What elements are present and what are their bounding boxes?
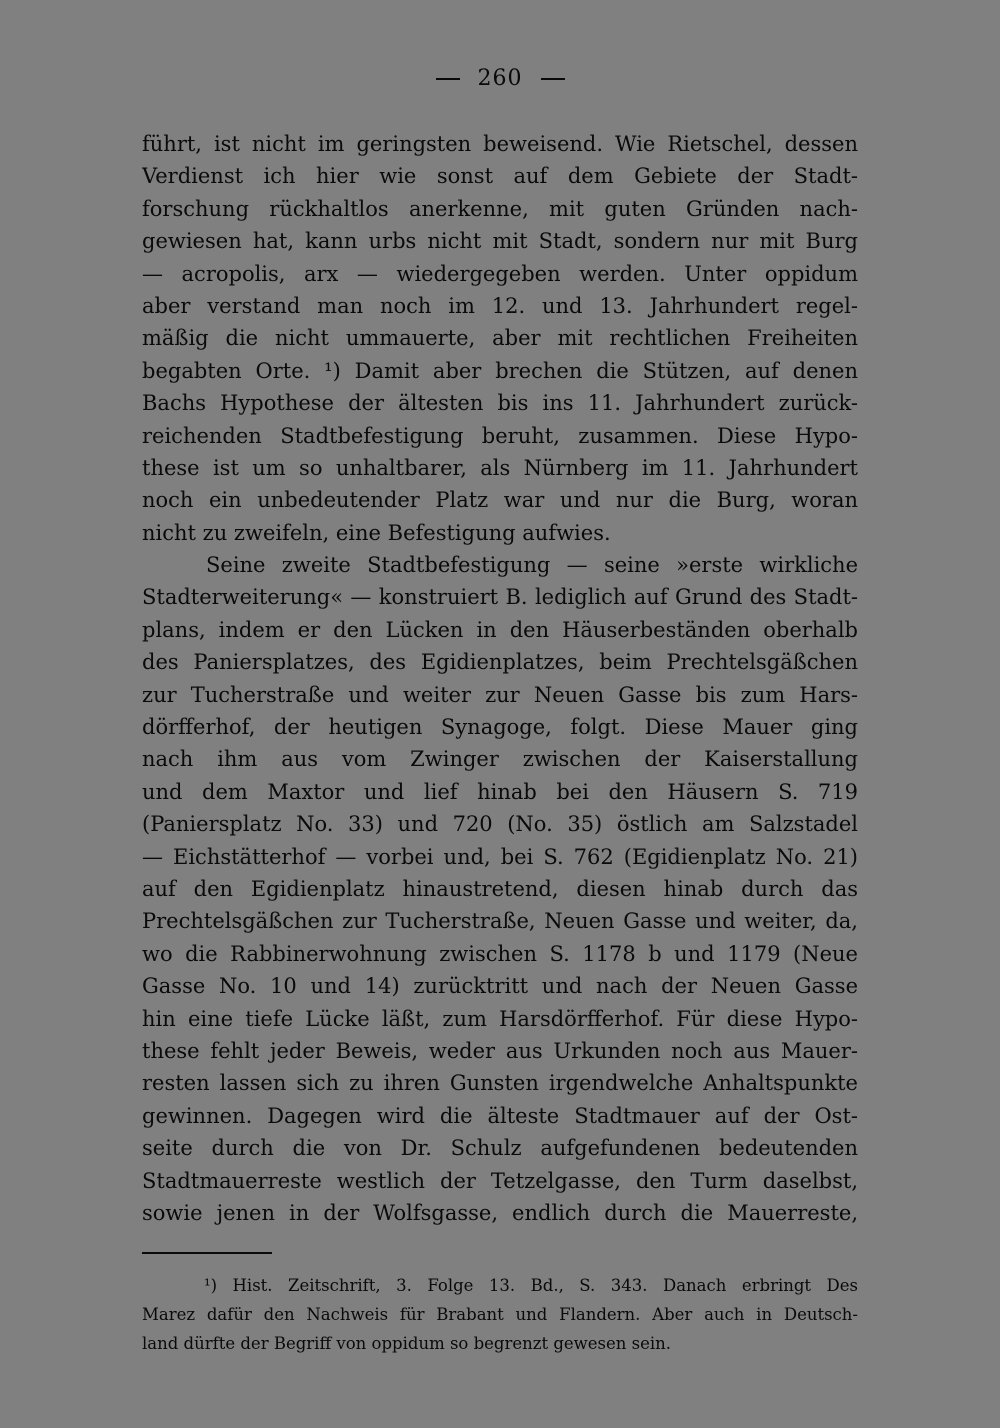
text-line: begabten Orte. ¹) Damit aber brechen die Stützen, auf denen <box>142 358 858 383</box>
text-line: zur Tucherstraße und weiter zur Neuen Gasse bis zum Hars- <box>142 682 858 707</box>
text-line: Verdienst ich hier wie sonst auf dem Gebiete der Stadt- <box>142 164 858 189</box>
text-line: hin eine tiefe Lücke läßt, zum Harsdörfferhof. Für diese Hypo- <box>142 1006 858 1031</box>
page-number: 260 <box>477 66 523 91</box>
text-line: forschung rückhaltlos anerkenne, mit guten Gründen nach- <box>142 196 858 221</box>
text-line: mäßig die nicht ummauerte, aber mit rechtlichen Freiheiten <box>142 326 858 351</box>
text-line: seite durch die von Dr. Schulz aufgefundenen bedeutenden <box>142 1136 858 1161</box>
text-line: aber verstand man noch im 12. und 13. Jahrhundert regel- <box>142 293 858 318</box>
text-line: Stadterweiterung« — konstruiert B. lediglich auf Grund des Stadt- <box>142 585 858 610</box>
footnote-line: land dürfte der Begriff von oppidum so begrenzt gewesen sein. <box>142 1334 672 1353</box>
text-line: gewinnen. Dagegen wird die älteste Stadtmauer auf der Ost- <box>142 1103 858 1128</box>
text-line: Stadtmauerreste westlich der Tetzelgasse, den Turm daselbst, <box>142 1168 858 1193</box>
text-line: — Eichstätterhof — vorbei und, bei S. 762 (Egidienplatz No. 21) <box>142 844 858 869</box>
text-line: wo die Rabbinerwohnung zwischen S. 1178 b und 1179 (Neue <box>142 941 858 966</box>
text-line: dörfferhof, der heutigen Synagoge, folgt. Diese Mauer ging <box>142 715 858 740</box>
text-line: — acropolis, arx — wiedergegeben werden. Unter oppidum <box>142 261 858 286</box>
text-line: Prechtelsgäßchen zur Tucherstraße, Neuen Gasse und weiter, da, <box>142 909 858 934</box>
text-line: plans, indem er den Lücken in den Häuserbeständen oberhalb <box>142 617 858 642</box>
footnote-line: Marez dafür den Nachweis für Brabant und Flandern. Aber auch in Deutsch- <box>142 1305 858 1324</box>
text-line: führt, ist nicht im geringsten beweisend. Wie Rietschel, dessen <box>142 132 858 156</box>
text-line: noch ein unbedeutender Platz war und nur die Burg, woran <box>142 488 858 513</box>
text-line: auf den Egidienplatz hinaustretend, diesen hinab durch das <box>142 876 858 901</box>
text-line: Bachs Hypothese der ältesten bis ins 11. Jahrhundert zurück- <box>142 391 858 416</box>
text-line: these fehlt jeder Beweis, weder aus Urkunden noch aus Mauer- <box>142 1038 858 1063</box>
footnote-rule <box>142 1252 272 1254</box>
text-line: des Paniersplatzes, des Egidienplatzes, beim Prechtelsgäßchen <box>142 650 858 675</box>
text-line: sowie jenen in der Wolfsgasse, endlich durch die Mauerreste, <box>142 1200 858 1225</box>
header-dash-left <box>436 78 460 80</box>
body-text <box>142 128 858 1229</box>
text-line: reichenden Stadtbefestigung beruht, zusammen. Diese Hypo- <box>142 423 858 448</box>
header-dash-right <box>541 78 565 80</box>
text-line: und dem Maxtor und lief hinab bei den Häusern S. 719 <box>142 779 858 804</box>
text-line: Seine zweite Stadtbefestigung — seine »erste wirkliche <box>206 553 858 578</box>
text-line: (Paniersplatz No. 33) und 720 (No. 35) östlich am Salzstadel <box>142 812 858 837</box>
text-line: gewiesen hat, kann urbs nicht mit Stadt, sondern nur mit Burg <box>142 229 858 254</box>
footnotes <box>142 1271 858 1358</box>
text-line: nicht zu zweifeln, eine Befestigung aufwies. <box>142 520 611 545</box>
page-header <box>0 66 1000 91</box>
footnote-line: ¹) Hist. Zeitschrift, 3. Folge 13. Bd., S. 343. Danach erbringt Des <box>204 1276 858 1295</box>
text-line: these ist um so unhaltbarer, als Nürnberg im 11. Jahrhundert <box>142 455 858 480</box>
text-line: resten lassen sich zu ihren Gunsten irgendwelche Anhaltspunkte <box>142 1071 858 1096</box>
text-line: Gasse No. 10 und 14) zurücktritt und nach der Neuen Gasse <box>142 974 858 999</box>
text-line: nach ihm aus vom Zwinger zwischen der Kaiserstallung <box>142 747 858 772</box>
